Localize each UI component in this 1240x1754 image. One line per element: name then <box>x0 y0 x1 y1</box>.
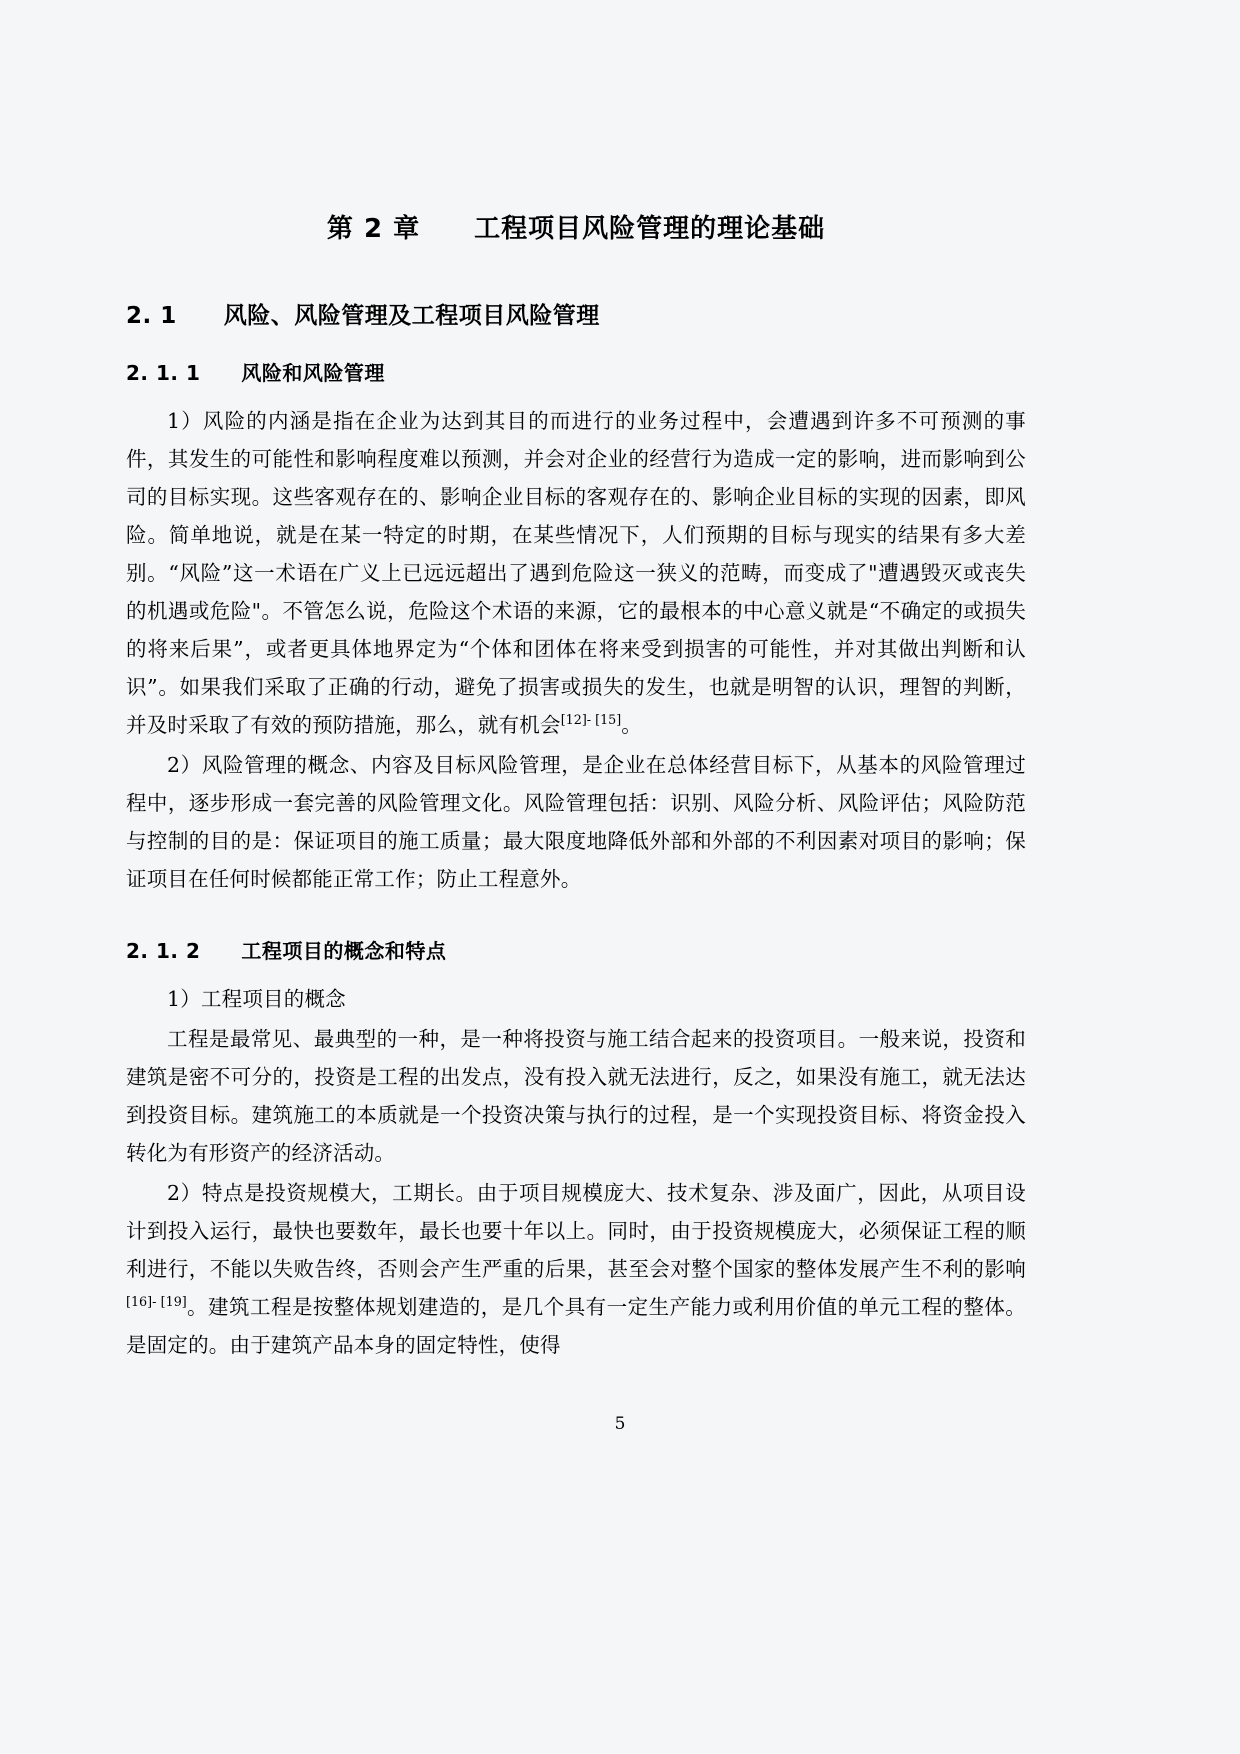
paragraph-project-concept-body: 工程是最常见、最典型的一种，是一种将投资与施工结合起来的投资项目。一般来说，投资和建筑是密不可分的，投资是工程的出发点，没有投入就无法进行，反之，如果没有施工，就无法达到投资目标。建筑施工的本质就是一个投资决策与执行的过程，是一个实现投资目标、将资金投入转化为有形资产的经济活动。 <box>126 1026 1026 1165</box>
section-heading-2-1-1: 2. 1. 1 风险和风险管理 <box>126 360 385 385</box>
paragraph-project-features <box>126 1172 1026 1364</box>
citation-reference-12-15: [12]- [15] <box>560 712 622 728</box>
paragraph-tail: 。建筑工程是按整体规划建造的，是几个具有一定生产能力或利用价值的单元工程的整体。是固定的。由于建筑产品本身的固定特性，使得 <box>126 1294 1026 1357</box>
page-content <box>126 0 1026 1364</box>
paragraph-text: 1）风险的内涵是指在企业为达到其目的而进行的业务过程中，会遭遇到许多不可预测的事件，其发生的可能性和影响程度难以预测，并会对企业的经营行为造成一定的影响，进而影响到公司的目标实现。这些客观存在的、影响企业目标的客观存在的、影响企业目标的实现的因素，即风险。简单地说，就是在某一特定的时期，在某些情况下，人们预期的目标与现实的结果有多大差别。“风险”这一术语在广义上已远远超出了遇到危险这一狭义的范畴，而变成了"遭遇毁灭或丧失的机遇或危险"。不管怎么说，危险这个术语的来源，它的最根本的中心意义就是“不确定的或损失的将来后果”，或者更具体地界定为“个体和团体在将来受到损害的可能性，并对其做出判断和认识”。如果我们采取了正确的行动，避免了损害或损失的发生，也就是明智的认识，理智的判断，并及时采取了有效的预防措施，那么，就有机会 <box>126 408 1026 737</box>
paragraph-risk-management: 2）风险管理的概念、内容及目标风险管理，是企业在总体经营目标下，从基本的风险管理过程中，逐步形成一套完善的风险管理文化。风险管理包括：识别、风险分析、风险评估；风险防范与控制的目的是：保证项目的施工质量；最大限度地降低外部和外部的不利因素对项目的影响；保证项目在任何时候都能正常工作；防止工程意外。 <box>126 752 1026 891</box>
citation-reference-16-19: [16]- [19] <box>126 1294 187 1310</box>
paragraph-risk-definition <box>126 386 1026 744</box>
section-heading-2-1-2: 2. 1. 2 工程项目的概念和特点 <box>126 938 447 963</box>
page-number: 5 <box>614 1414 626 1434</box>
chapter-title: 第 2 章 工程项目风险管理的理论基础 <box>326 214 826 244</box>
paragraph-text: 2）特点是投资规模大，工期长。由于项目规模庞大、技术复杂、涉及面广，因此，从项目设计到投入运行，最快也要数年，最长也要十年以上。同时，由于投资规模庞大，必须保证工程的顺利进行，不能以失败告终，否则会产生严重的后果，甚至会对整个国家的整体发展产生不利的影响 <box>126 1180 1026 1281</box>
section-heading-2-1: 2. 1 风险、风险管理及工程项目风险管理 <box>126 303 600 330</box>
paragraph-project-concept-label: 1）工程项目的概念 <box>167 986 346 1011</box>
paragraph-tail: 。 <box>621 712 642 737</box>
